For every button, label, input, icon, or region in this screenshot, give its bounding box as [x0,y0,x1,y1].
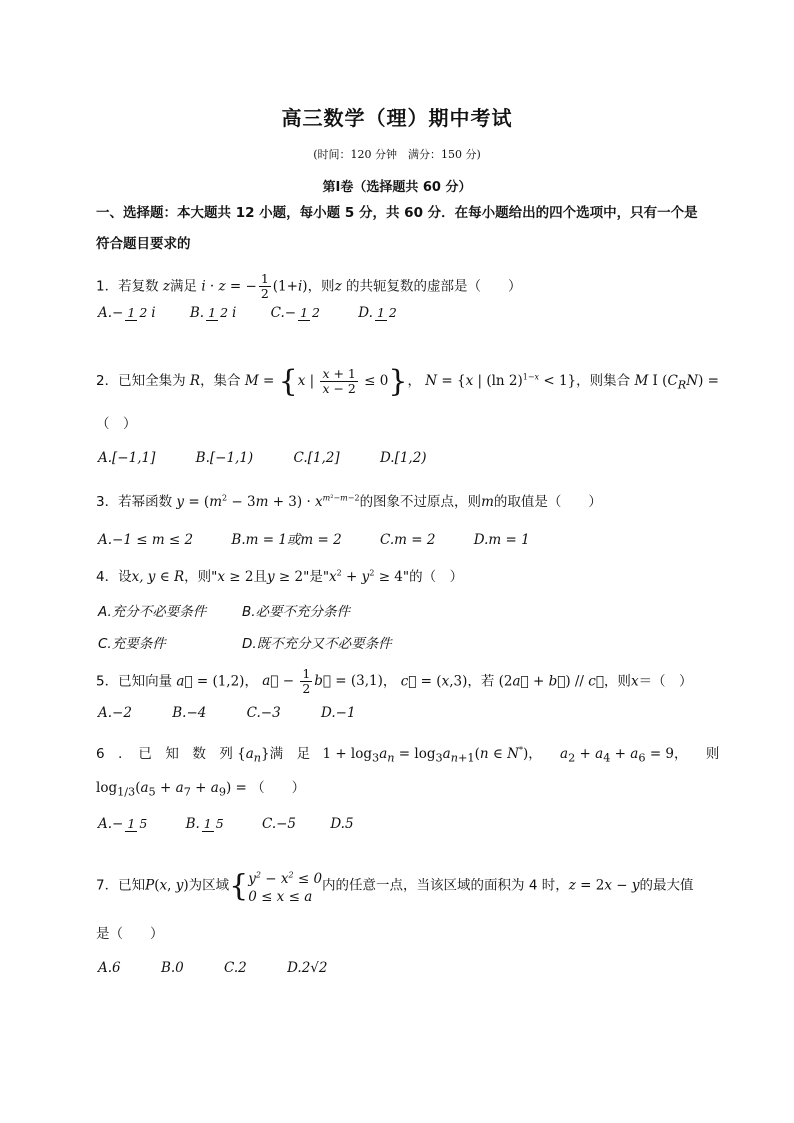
q5-math-combo: a⃗ − $\frac{1}{2}$ b⃗ = (3,1) [262,666,383,697]
q6-text-1: 6 ． 已 知 数 列 [96,746,233,762]
q6-options [98,816,354,832]
q2-math-n: N = {x | (ln 2)$^{1-x}$ < 1} [425,372,577,389]
q3-text-3: 的取值是（ ） [493,494,602,510]
q3-option-a: A.−1 ≤ m ≤ 2 [98,532,194,548]
q7-text-5: 是（ ） [96,926,164,942]
q3-text-1: 3．若幂函数 [96,494,173,510]
q7-math-z: z = 2x − y [568,877,640,894]
q6-math-log: $\log_{1/3}(a_5 + a_7 + a_9)$ = [96,780,247,799]
q1-frac: $\frac{1}{2}$ [260,271,269,302]
q7-ineq-1: $y^2 - x^2 \le 0$ [248,870,323,887]
q5-option-b: B.−4 [172,705,207,721]
q1-math-z2: z [334,278,342,295]
q3-option-b: B.m = 1或m = 2 [231,532,342,548]
q4-option-b: B.必要不充分条件 [242,604,351,620]
q4-options-row-2 [98,632,392,652]
q5-math-x: x [630,673,639,690]
q7-brace: { [229,868,249,904]
q4-text-1: 4．设 [96,569,132,585]
q7-text-1: 7．已知 [96,877,146,894]
q2-options [98,450,427,466]
q4-math-cond2: $x^2 + y^2 \ge 4$ [329,568,403,585]
q5-math-c: c⃗ = (x,3) [400,673,468,690]
q3-text-2: 的图象不过原点，则 [359,494,482,510]
volume-heading: 第Ⅰ卷（选择题共 60 分） [322,180,472,195]
q2-option-a: A.[−1,1] [98,450,156,466]
q7-option-c: C.2 [224,960,247,976]
q4-option-d: D.既不充分又不必要条件 [242,636,392,652]
q5-option-c: C.−3 [246,705,281,721]
q2-text-2: ，集合 [200,373,241,389]
section-line-1: 一、选择题：本大题共 12 小题，每小题 5 分，共 60 分．在每小题给出的四个选项中，只有一个是 [96,205,698,221]
question-6: 6 ． 已 知 数 列 $\{a_n\}$满 足 $1 + \log_3a_n = \log_3a_{n+1}(n$ ∈ N*)， $a_2 + a_4 + a_6 = 9$， 则 [96,745,720,765]
q4-option-c: C.充要条件 [98,636,166,652]
q7-math-system [248,866,322,906]
question-7 [96,866,693,906]
q5-text-4: ＝（ ） [638,673,693,690]
q5-option-d: D.−1 [321,705,356,721]
q1-option-b: B. 1 2 i [189,304,237,321]
q4-text-3: "是" [303,569,330,585]
q6-option-b: B. 1 5 [185,815,224,832]
q4-options-row-1 [98,600,350,620]
q6-math-seq: $\{a_n\}$ [237,746,270,765]
exam-title: 高三数学（理）期中考试 [281,106,513,130]
q3-options [98,528,530,548]
q1-text-1: 若复数 [118,278,159,295]
q6-math-sum: $a_2 + a_4 + a_6 = 9$ [560,746,675,765]
q7-option-a: A.6 [98,960,121,976]
q5-options [98,705,356,721]
q5-option-a: A.−2 [98,705,132,721]
q7-options [98,960,328,976]
q6-text-2: 满 足 [269,746,311,762]
q2-text-1: 2．已知全集为 [96,373,186,389]
q1-math-eq: i · z = − [201,278,257,295]
q1-text-4: 的共轭复数的虚部是（ ） [345,278,522,295]
q5-math-a: a⃗ = (1,2) [176,673,245,690]
q2-text-3: ，则集合 [576,373,631,389]
q5-text-1: 5．已知向量 [96,673,173,690]
q1-num: 1． [96,278,119,295]
q4-math-vars: x, y ∈ R [131,569,185,585]
q6-paren: （ ） [251,780,306,796]
question-2: 2．已知全集为 R，集合 M = {x | $\frac{x + 1}{x - 2}$ ≤ 0}， N = {x | (ln 2)$^{1-x}$ < 1}，则集合 M I $(C_RN)$ = [96,364,719,399]
q2-option-b: B.[−1,1) [195,450,254,466]
q1-option-d: D. 1 2 [358,304,397,321]
exam-subtitle: (时间：120 分钟 满分：150 分) [313,148,481,161]
q4-text-4: "的（ ） [402,569,464,585]
q2-paren: （ ） [96,416,137,432]
q7-option-d: D.2√2 [287,960,328,976]
q6-option-c: C.−5 [261,816,297,832]
q5-text-2: ，若 [467,673,495,690]
q6-math-rel: $1 + \log_3a_n = \log_3a_{n+1}(n$ ∈ N*) [322,745,529,765]
q6-option-a: A.− 1 5 [98,815,148,832]
q5-math-parallel: (2a⃗ + b⃗) // c⃗ [498,673,604,690]
q3-math-m: m [481,494,494,510]
q2-math-m: M = {x | $\frac{x + 1}{x - 2}$ ≤ 0} [244,364,408,399]
q2-math-r: R [189,373,201,389]
q7-text-2: 为区域 [188,877,230,894]
q2-math-set: M I $(C_RN)$ = [634,373,719,392]
q7-option-b: B.0 [160,960,184,976]
q7-text-3: 内的任意一点，当该区域的面积为 4 时， [322,877,569,894]
question-4 [96,565,463,585]
question-5: 5．已知向量 a⃗ = (1,2)， a⃗ − $\frac{1}{2}$ b⃗ = (3,1)， c⃗ = (x,3)，若 (2a⃗ + b⃗) // c⃗，则x＝（ ） [96,666,693,697]
q1-math-z: z [162,278,171,295]
section-line-2: 符合题目要求的 [96,236,191,252]
q1-option-a: A.− 1 2 i [98,304,156,321]
q7-ineq-2: 0 ≤ x ≤ a [248,888,313,905]
q1-math-paren: (1+i) [272,278,308,295]
q2-option-c: C.[1,2] [293,450,340,466]
q4-math-cond1: x ≥ 2且y ≥ 2 [217,569,304,585]
q3-option-d: D.m = 1 [473,532,530,548]
q6-text-3: 则 [705,746,720,762]
q1-text-3: ，则 [307,278,335,295]
section-instructions [96,198,716,260]
q6-expression [96,776,305,799]
q1-option-c: C.− 1 2 [270,304,320,321]
q6-option-d: D.5 [330,816,354,832]
q7-text-4: 的最大值 [639,877,694,894]
q5-text-3: ，则 [603,673,631,690]
question-1 [96,272,521,302]
q3-math-func: $y = (m^2 - 3m + 3) \cdot x^{m^2-m-2}$ [176,493,360,510]
q1-options [98,305,401,321]
q4-text-2: ，则" [184,569,218,585]
q2-option-d: D.[1,2) [379,450,427,466]
q7-math-point: P(x, y) [145,877,189,894]
q1-text-2: 满足 [170,278,198,295]
q4-option-a: A.充分不必要条件 [98,604,207,620]
question-3 [96,490,602,510]
q3-option-c: C.m = 2 [380,532,436,548]
